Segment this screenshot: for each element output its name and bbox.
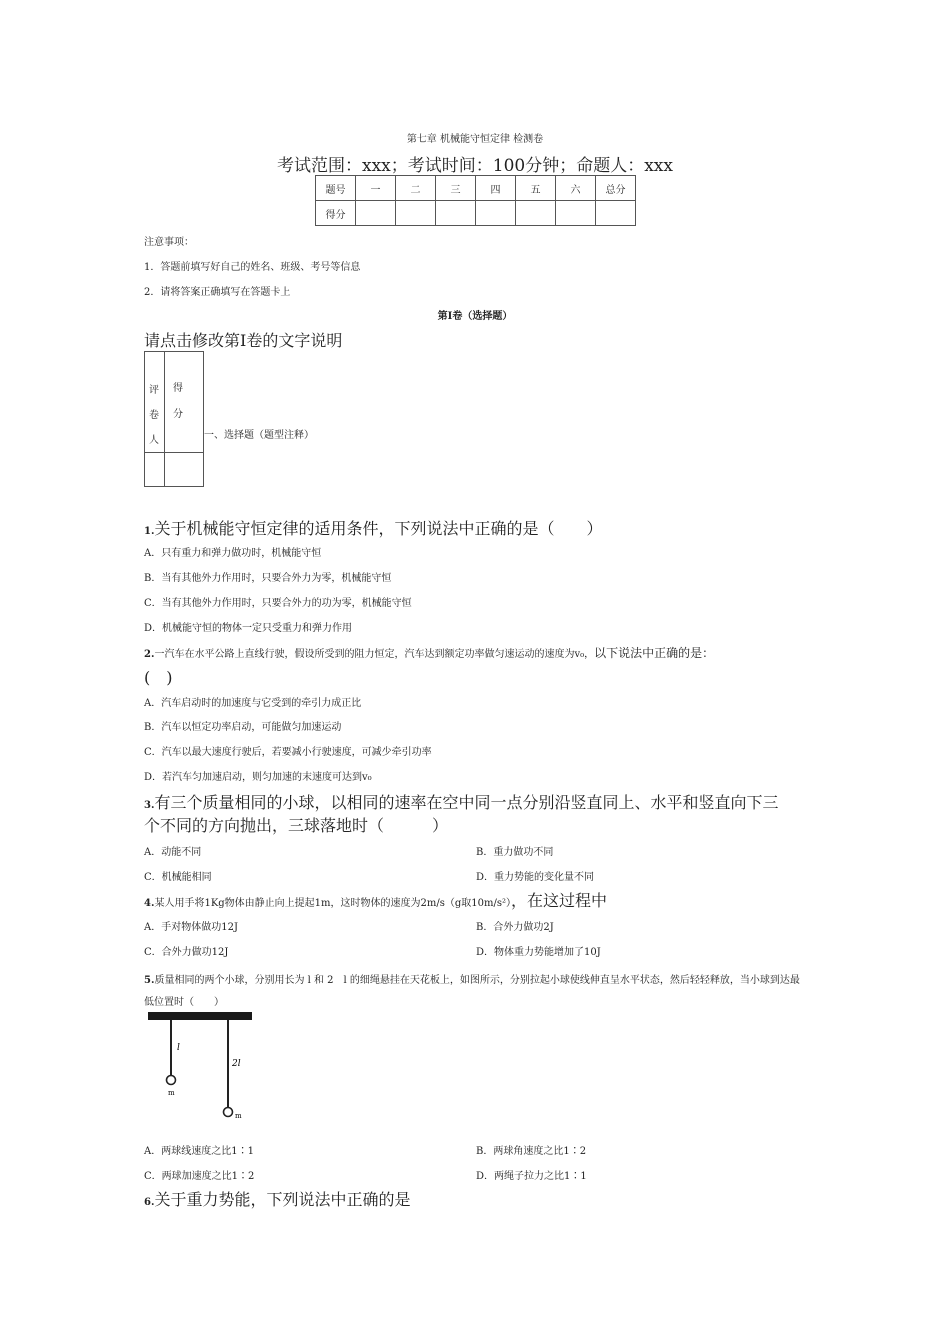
- question-text: ，在这过程中: [511, 891, 608, 910]
- question-number: 6.: [144, 1197, 155, 1208]
- question-text: 低位置时（ ）: [144, 997, 224, 1008]
- option-c[interactable]: C．当有其他外力作用时，只要合外力的功为零，机械能守恒: [144, 598, 412, 609]
- question-text: 质量相同的两个小球，分别用长为 l 和 2 l 的细绳悬挂在天花板上，如图所示，分别拉起小球使线伸直呈水平状态，然后轻轻释放，当小球到达最: [154, 975, 800, 986]
- divider: [164, 352, 165, 486]
- question-text: 以下说法中正确的是：: [594, 646, 715, 660]
- table-cell: 一: [356, 176, 396, 201]
- score-cell[interactable]: [476, 201, 516, 226]
- option-c[interactable]: C．汽车以最大速度行驶后，若要减小行驶速度，可减少牵引功率: [144, 747, 432, 758]
- question-3-stem: [144, 790, 778, 813]
- option-b[interactable]: B．当有其他外力作用时，只要合外力为零，机械能守恒: [144, 573, 392, 584]
- part-title: 一、选择题（题型注释）: [204, 430, 314, 441]
- question-text: 某人用手将1Kg物体由静止向上提起1m，这时物体的速度为2m/s（g取10m/s²）: [154, 898, 511, 909]
- table-cell: 三: [436, 176, 476, 201]
- question-number: 4.: [144, 898, 155, 909]
- notes-item: 2．请将答案正确填写在答题卡上: [144, 287, 291, 298]
- question-number: 2.: [144, 649, 155, 660]
- exam-info: 考试范围：xxx；考试时间：100分钟；命题人：xxx: [277, 156, 673, 176]
- option-c[interactable]: C．两球加速度之比1∶2: [144, 1171, 255, 1182]
- table-cell: 得分: [316, 201, 356, 226]
- question-number: 1.: [144, 526, 155, 537]
- label-m: m: [235, 1112, 242, 1120]
- score-cell[interactable]: [396, 201, 436, 226]
- table-cell: 题号: [316, 176, 356, 201]
- question-number: 3.: [144, 800, 155, 811]
- grader-label-char: 人: [149, 435, 159, 446]
- section-description[interactable]: 请点击修改第I卷的文字说明: [144, 331, 343, 350]
- question-text: 一汽车在水平公路上直线行驶，假设所受到的阻力恒定，汽车达到额定功率做匀速运动的速度为v₀，: [154, 649, 595, 660]
- option-a[interactable]: A．动能不同: [144, 847, 202, 858]
- grader-label-char: 评: [149, 385, 159, 396]
- question-number: 5.: [144, 975, 155, 986]
- question-text: 有三个质量相同的小球，以相同的速率在空中同一点分别沿竖直同上、水平和竖直向下三: [154, 793, 779, 812]
- grader-box: [144, 351, 204, 487]
- notes-item: 1．答题前填写好自己的姓名、班级、考号等信息: [144, 262, 361, 273]
- option-a[interactable]: A．汽车启动时的加速度与它受到的牵引力成正比: [144, 698, 362, 709]
- notes-title: 注意事项：: [144, 237, 194, 248]
- table-cell: 六: [556, 176, 596, 201]
- question-2-stem: [144, 642, 714, 661]
- option-b[interactable]: B．合外力做功2J: [476, 922, 554, 933]
- score-cell[interactable]: [516, 201, 556, 226]
- table-cell: 五: [516, 176, 556, 201]
- chapter-title: 第七章 机械能守恒定律 检测卷: [406, 134, 544, 145]
- score-table-score-row: [316, 201, 636, 226]
- option-d[interactable]: D．两绳子拉力之比1∶1: [476, 1171, 587, 1182]
- question-5-stem: [144, 968, 800, 987]
- option-d[interactable]: D．若汽车匀加速启动，则匀加速的末速度可达到v₀: [144, 772, 372, 783]
- pendulum-figure: [144, 1008, 259, 1126]
- score-cell[interactable]: [436, 201, 476, 226]
- question-6-stem: [144, 1187, 410, 1210]
- question-text: 个不同的方向抛出，三球落地时（ ）: [144, 816, 449, 835]
- table-cell: 总分: [596, 176, 636, 201]
- score-table-header-row: [316, 176, 636, 201]
- section-title: 第I卷（选择题）: [437, 311, 513, 322]
- label-2l: 2l: [232, 1059, 241, 1069]
- score-label-char: 分: [173, 409, 183, 420]
- table-cell: 四: [476, 176, 516, 201]
- option-b[interactable]: B．重力做功不同: [476, 847, 554, 858]
- question-1-stem: [144, 516, 602, 539]
- score-table: [315, 175, 636, 226]
- score-cell[interactable]: [556, 201, 596, 226]
- option-a[interactable]: A．只有重力和弹力做功时，机械能守恒: [144, 548, 322, 559]
- question-text: 关于机械能守恒定律的适用条件，下列说法中正确的是（ ）: [154, 519, 603, 538]
- question-text: 关于重力势能，下列说法中正确的是: [154, 1190, 411, 1209]
- score-cell[interactable]: [596, 201, 636, 226]
- table-cell: 二: [396, 176, 436, 201]
- label-l: l: [177, 1043, 180, 1053]
- option-d[interactable]: D．机械能守恒的物体一定只受重力和弹力作用: [144, 623, 353, 634]
- label-m: m: [168, 1089, 175, 1097]
- score-cell[interactable]: [356, 201, 396, 226]
- score-label-char: 得: [173, 383, 183, 394]
- ball-2: [224, 1108, 233, 1117]
- option-d[interactable]: D．物体重力势能增加了10J: [476, 947, 601, 958]
- grader-label-char: 卷: [149, 410, 159, 421]
- question-4-stem: [144, 888, 607, 911]
- option-c[interactable]: C．合外力做功12J: [144, 947, 229, 958]
- ball-1: [167, 1076, 176, 1085]
- option-a[interactable]: A．手对物体做功12J: [144, 922, 238, 933]
- ceiling-board: [148, 1012, 252, 1020]
- option-b[interactable]: B．两球角速度之比1∶2: [476, 1146, 587, 1157]
- answer-blank: ( ): [144, 668, 173, 687]
- option-b[interactable]: B．汽车以恒定功率启动，可能做匀加速运动: [144, 722, 342, 733]
- option-c[interactable]: C．机械能相同: [144, 872, 212, 883]
- option-d[interactable]: D．重力势能的变化量不同: [476, 872, 595, 883]
- option-a[interactable]: A．两球线速度之比1∶1: [144, 1146, 254, 1157]
